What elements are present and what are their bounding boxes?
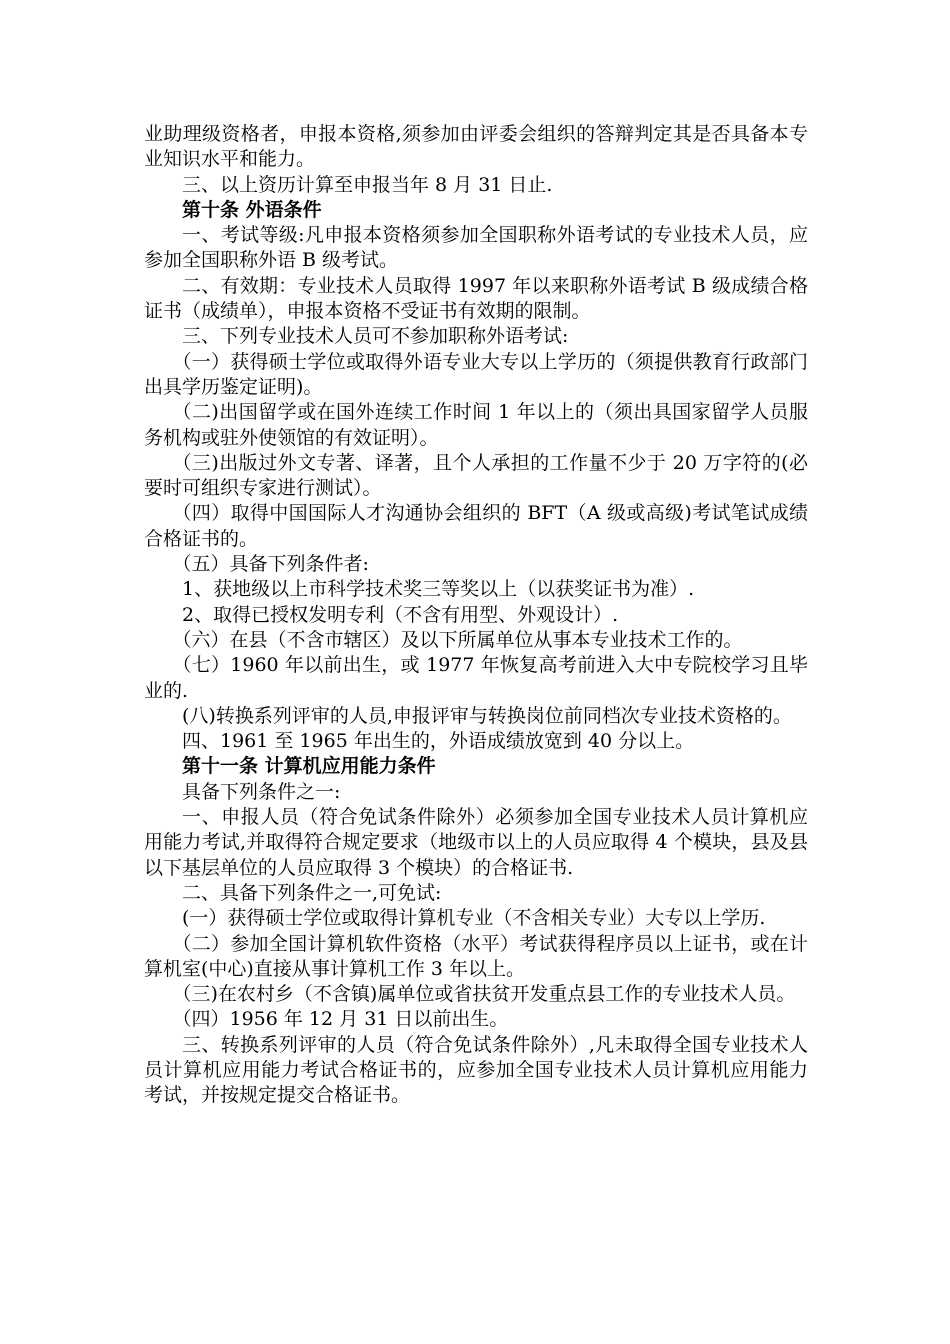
- document-page: [144, 122, 808, 1109]
- paragraph: (八)转换系列评审的人员,申报评审与转换岗位前同档次专业技术资格的。: [182, 704, 792, 727]
- paragraph: （三)在农村乡（不含镇)属单位或省扶贫开发重点县工作的专业技术人员。: [172, 983, 796, 1006]
- paragraph: 一、申报人员（符合免试条件除外）必须参加全国专业技术人员计算机应用能力考试,并取得符合规定要求（地级市以上的人员应取得 4 个模块，县及县以下基层单位的人员应取得 3 个模块）的合格证书.: [144, 806, 808, 879]
- paragraph: 具备下列条件之一:: [182, 780, 341, 803]
- paragraph: （五）具备下列条件者:: [172, 553, 369, 576]
- paragraph: 四、1961 至 1965 年出生的，外语成绩放宽到 40 分以上。: [182, 730, 695, 753]
- section-heading: 第十条 外语条件: [182, 198, 322, 221]
- paragraph: 三、转换系列评审的人员（符合免试条件除外）,凡未取得全国专业技术人员计算机应用能力考试合格证书的，应参加全国专业技术人员计算机应用能力考试，并按规定提交合格证书。: [144, 1033, 808, 1107]
- paragraph: 一、考试等级:凡申报本资格须参加全国职称外语考试的专业技术人员，应参加全国职称外语 B 级考试。: [144, 224, 808, 272]
- paragraph: （四）1956 年 12 月 31 日以前出生。: [172, 1008, 509, 1031]
- section-heading: 第十一条 计算机应用能力条件: [182, 755, 436, 778]
- paragraph: 二、具备下列条件之一,可免试:: [182, 881, 442, 904]
- paragraph: （二)出国留学或在国外连续工作时间 1 年以上的（须出具国家留学人员服务机构或驻外使领馆的有效证明）。: [144, 401, 808, 449]
- paragraph: 三、以上资历计算至申报当年 8 月 31 日止.: [182, 173, 553, 196]
- paragraph: （三)出版过外文专著、译著，且个人承担的工作量不少于 20 万字符的(必要时可组织专家进行测试）。: [144, 451, 808, 500]
- paragraph: 2、取得已授权发明专利（不含有用型、外观设计）.: [182, 603, 619, 626]
- paragraph: （四）取得中国国际人才沟通协会组织的 BFT（A 级或高级)考试笔试成绩合格证书的。: [144, 502, 808, 550]
- paragraph: 二、有效期：专业技术人员取得 1997 年以来职称外语考试 B 级成绩合格证书（成绩单），申报本资格不受证书有效期的限制。: [144, 274, 808, 323]
- paragraph: (一）获得硕士学位或取得计算机专业（不含相关专业）大专以上学历.: [182, 907, 766, 930]
- paragraph: （七）1960 年以前出生，或 1977 年恢复高考前进入大中专院校学习且毕业的.: [144, 654, 808, 702]
- paragraph: 三、下列专业技术人员可不参加职称外语考试:: [182, 325, 569, 348]
- paragraph: 业助理级资格者，申报本资格,须参加由评委会组织的答辩判定其是否具备本专业知识水平和能力。: [144, 123, 808, 171]
- paragraph: 1、获地级以上市科学技术奖三等奖以上（以获奖证书为准）.: [182, 578, 695, 601]
- paragraph: （六）在县（不含市辖区）及以下所属单位从事本专业技术工作的。: [172, 628, 743, 651]
- paragraph: （二）参加全国计算机软件资格（水平）考试获得程序员以上证书，或在计算机室(中心)直接从事计算机工作 3 年以上。: [144, 932, 808, 980]
- paragraph: （一）获得硕士学位或取得外语专业大专以上学历的（须提供教育行政部门出具学历鉴定证明)。: [144, 350, 808, 398]
